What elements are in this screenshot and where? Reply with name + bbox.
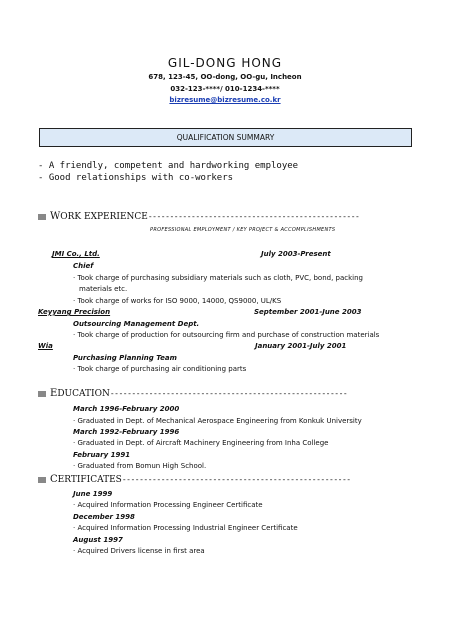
company-name: Keyyang Precision: [38, 308, 111, 316]
work-experience-heading: WORK EXPERIENCE-------------------------------------------------: [38, 211, 359, 222]
employment-period: January 2001-July 2001: [255, 342, 347, 350]
job-detail: · Took charge of production for outsourcing firm and purchase of construction materials: [73, 331, 380, 339]
job-detail: materials etc.: [79, 285, 128, 293]
employment-period: September 2001-June 2003: [254, 308, 362, 316]
education-detail: · Graduated from Bomun High School.: [73, 462, 207, 470]
email-link[interactable]: bizresume@bizresume.co.kr: [169, 96, 281, 104]
education-heading: EDUCATION-------------------------------------------------------: [38, 388, 347, 399]
resume-name: GIL-DONG HONG: [167, 56, 283, 70]
job-role: Outsourcing Management Dept.: [73, 320, 200, 328]
job-role: Purchasing Planning Team: [73, 354, 177, 362]
certificate-date: June 1999: [73, 490, 113, 498]
job-detail: · Took charge of purchasing subsidiary materials such as cloth, PVC, bond, packing: [73, 274, 363, 282]
certificates-heading: CERTIFICATES-----------------------------------------------------: [38, 474, 351, 485]
qualification-summary-title: QUALIFICATION SUMMARY: [39, 128, 412, 147]
qualification-item: - A friendly, competent and hardworking employee: [38, 161, 299, 171]
education-detail: · Graduated in Dept. of Aircraft Machinery Engineering from Inha College: [73, 439, 329, 447]
certificate-detail: · Acquired Information Processing Industrial Engineer Certificate: [73, 524, 298, 532]
job-detail: · Took charge of works for ISO 9000, 14000, QS9000, UL/KS: [73, 297, 282, 305]
certificate-date: August 1997: [73, 536, 123, 544]
education-period: March 1992-February 1996: [73, 428, 180, 436]
certificate-detail: · Acquired Drivers license in first area: [73, 547, 205, 555]
job-role: Chief: [73, 262, 94, 270]
education-period: March 1996-February 2000: [73, 405, 180, 413]
employment-period: July 2003-Present: [261, 250, 331, 258]
address: 678, 123-45, OO-dong, OO-gu, Incheon: [148, 73, 302, 81]
section-bullet-icon: [38, 477, 46, 483]
education-period: February 1991: [73, 451, 131, 459]
qualification-item: - Good relationships with co-workers: [38, 173, 234, 183]
company-name: Wia: [38, 342, 53, 350]
education-detail: · Graduated in Dept. of Mechanical Aerospace Engineering from Konkuk University: [73, 417, 362, 425]
work-subtitle: PROFESSIONAL EMPLOYMENT / KEY PROJECT & ACCOMPLISHMENTS: [150, 227, 336, 233]
phone: 032-123-****/ 010-1234-****: [170, 85, 280, 93]
certificate-date: December 1998: [73, 513, 135, 521]
certificate-detail: · Acquired Information Processing Engineer Certificate: [73, 501, 263, 509]
section-bullet-icon: [38, 391, 46, 397]
job-detail: · Took charge of purchasing air conditioning parts: [73, 365, 247, 373]
section-bullet-icon: [38, 214, 46, 220]
company-name: JMI Co., Ltd.: [52, 250, 100, 258]
